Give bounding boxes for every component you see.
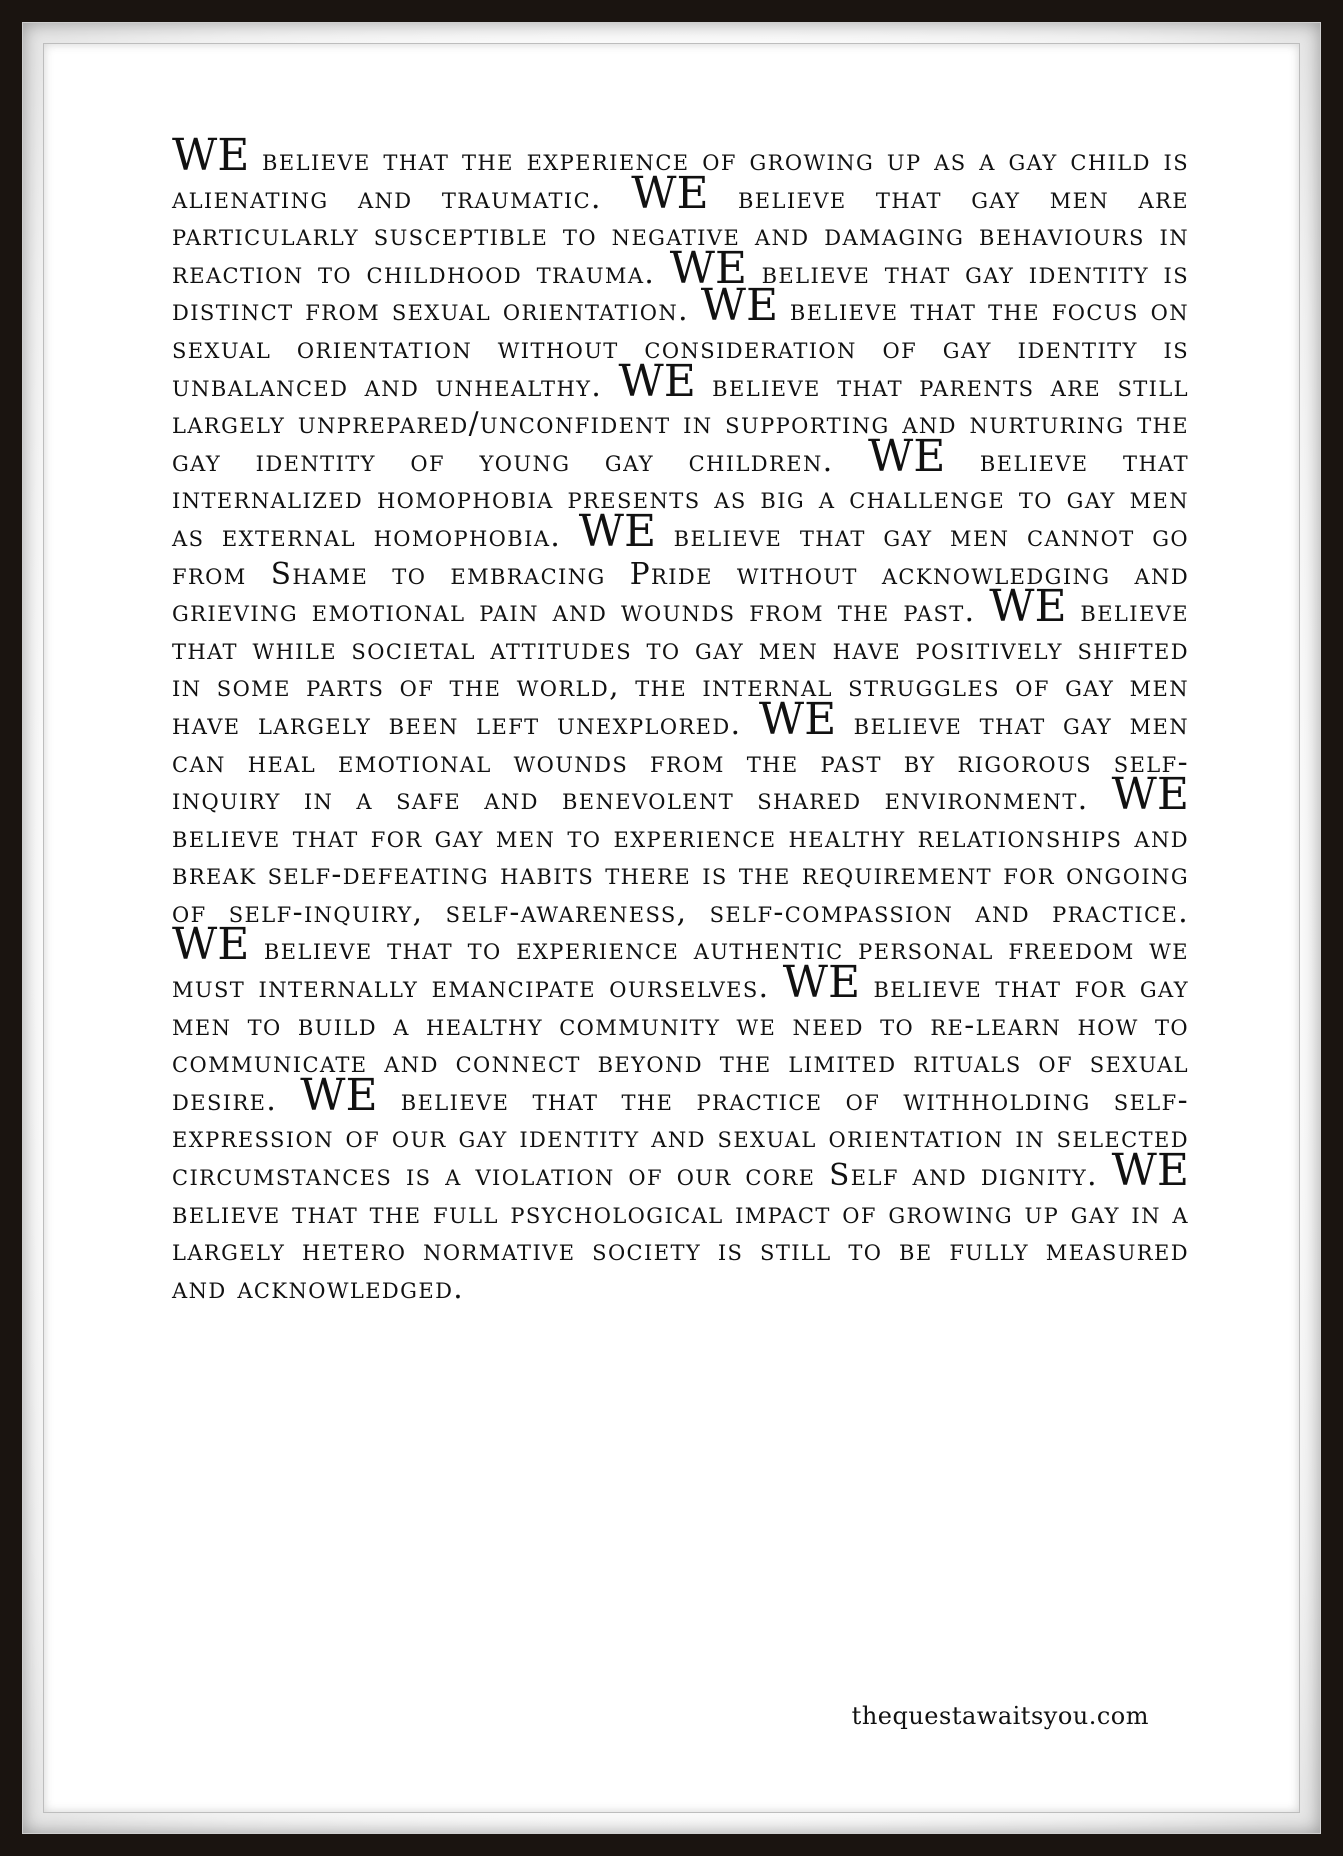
belief-statement-7-part-a: believe that gay men cannot go from <box>172 518 1189 591</box>
belief-statement-9: believe that gay men can heal emotional wounds from the past by rigorous self-inquiry in a safe and benevolent shared environment. <box>172 706 1189 817</box>
belief-statement-11: believe that to experience authentic personal freedom we must internally emancipate ourselves. <box>172 932 1189 1005</box>
we-drop-word: WE <box>300 1069 378 1121</box>
we-drop-word: WE <box>172 919 250 971</box>
belief-statement-2: believe that gay men are particularly susceptible to negative and damaging behaviours in reaction to childhood trauma. <box>172 180 1190 290</box>
we-drop-word: WE <box>172 130 250 181</box>
belief-statement-6: believe that internalized homophobia presents as big a challenge to gay men as external homophobia. <box>172 443 1189 553</box>
capitalized-word-self: Self <box>829 1158 899 1193</box>
we-drop-word: WE <box>669 242 748 294</box>
capitalized-word-shame: Shame <box>270 556 369 591</box>
we-drop-word: WE <box>578 505 657 557</box>
belief-statement-13-part-a: believe that the practice of withholding self-expression of our gay identity and sexual orientation in selected circumstances is a violation of our core <box>172 1082 1189 1193</box>
we-drop-word: WE <box>868 430 946 482</box>
belief-statement-1: believe that the experience of growing up as a gay child is alienating and traumatic. <box>172 143 1189 215</box>
creed-text <box>172 130 1190 1307</box>
belief-statement-10: believe that for gay men to experience healthy relationships and break self-defeating habits there is the requirement for ongoing of self-inquiry, self-awareness, self-compassion and practice. <box>172 819 1189 929</box>
belief-statement-12: believe that for gay men to build a healthy community we need to re-learn how to communicate and connect beyond the limited rituals of sexual desire. <box>172 970 1189 1117</box>
we-drop-word: WE <box>989 581 1067 633</box>
belief-statement-8: believe that while societal attitudes to gay men have positively shifted in some parts of the world, the internal struggles of gay men have largely been left unexplored. <box>172 594 1190 741</box>
belief-statement-4: believe that the focus on sexual orientation without consideration of gay identity is unbalanced and unhealthy. <box>172 293 1189 403</box>
belief-statement-7-part-c: without acknowledging and grieving emotional pain and wounds from the past. <box>172 556 1190 629</box>
picture-mat <box>22 22 1321 1834</box>
creed-document <box>43 43 1300 1813</box>
belief-statement-5: believe that parents are still largely unprepared/unconfident in supporting and nurturing the gay identity of young gay children. <box>172 368 1190 478</box>
website-url: thequestawaitsyou.com <box>851 1702 1149 1730</box>
we-drop-word: WE <box>1111 769 1190 821</box>
capitalized-word-pride: Pride <box>629 556 713 591</box>
we-drop-word: WE <box>1111 1145 1189 1197</box>
we-drop-word: WE <box>631 167 709 219</box>
we-drop-word: WE <box>782 957 861 1009</box>
we-drop-word: WE <box>700 280 779 332</box>
belief-statement-7-part-b: to embracing <box>392 556 606 591</box>
we-drop-word: WE <box>618 355 696 407</box>
belief-statement-13-part-b: and dignity. <box>912 1158 1098 1193</box>
we-drop-word: WE <box>758 693 837 745</box>
belief-statement-3: believe that gay identity is distinct from sexual orientation. <box>172 255 1190 328</box>
belief-statement-14: believe that the full psychological impact of growing up gay in a largely hetero normative society is still to be fully measured and acknowledged. <box>172 1195 1189 1305</box>
